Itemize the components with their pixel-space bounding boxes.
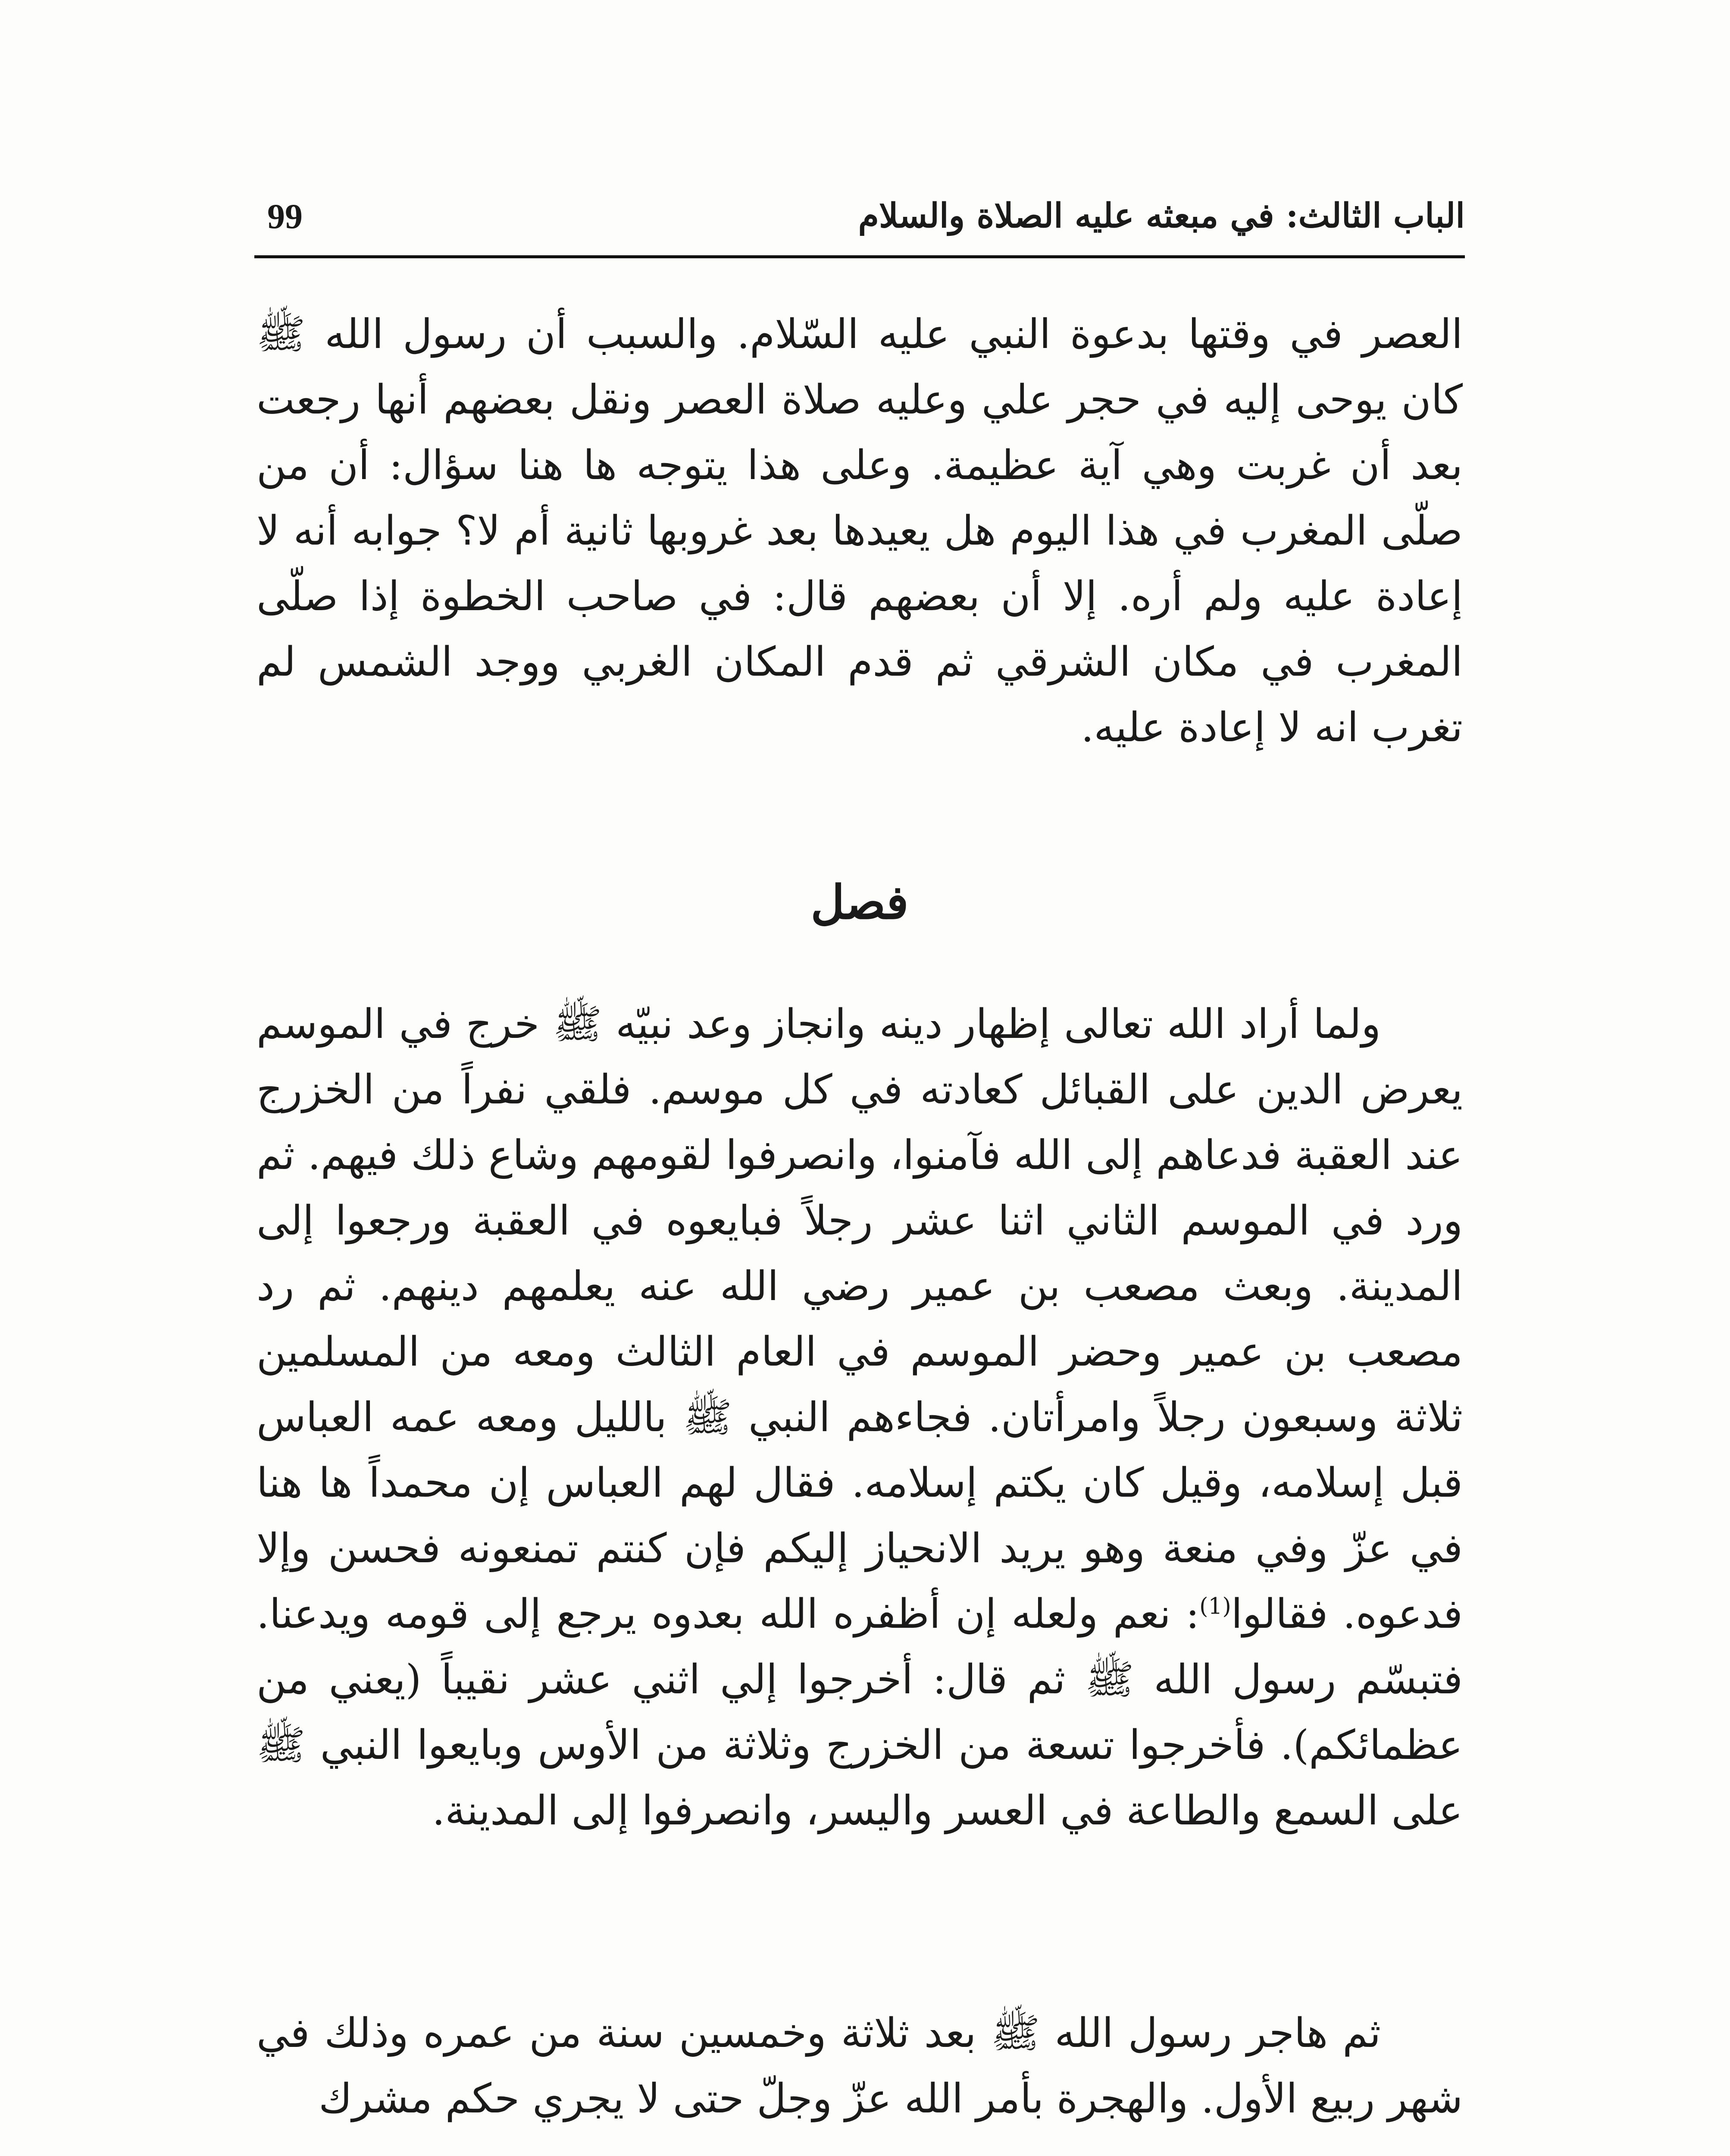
paragraph-2-part-2: : نعم ولعله إن أظفره الله بعدوه يرجع إلى قومه ويدعنا. فتبسّم رسول الله ﷺ ثم قال: أخرجوا إلي اثني عشر نقيباً (يعني من عظمائكم). فأخرجوا تسعة من الخزرج وثلاثة من الأوس وبايعوا النبي ﷺ على السمع والطاعة في العسر واليسر، وانصرفوا إلى المدينة. bbox=[257, 1591, 1463, 1834]
section-heading: فصل bbox=[810, 875, 909, 930]
running-header bbox=[254, 185, 1465, 254]
paragraph-1-text: العصر في وقتها بدعوة النبي عليه السّلام. والسبب أن رسول الله ﷺ كان يوحى إليه في حجر علي وعليه صلاة العصر ونقل بعضهم أنها رجعت بعد أن غربت وهي آية عظيمة. وعلى هذا يتوجه ها هنا سؤال: أن من صلّى المغرب في هذا اليوم هل يعيدها بعد غروبها ثانية أم لا؟ جوابه أنه لا إعادة عليه ولم أره. إلا أن بعضهم قال: في صاحب الخطوة إذا صلّى المغرب في مكان الشرقي ثم قدم المكان الغربي ووجد الشمس لم تغرب انه لا إعادة عليه. bbox=[257, 311, 1463, 751]
paragraph-1 bbox=[257, 302, 1463, 761]
paragraph-3 bbox=[257, 2001, 1463, 2132]
header-divider bbox=[254, 255, 1465, 258]
paragraph-2-text bbox=[257, 992, 1463, 1844]
footnote-marker: (1) bbox=[1199, 1593, 1231, 1620]
chapter-title: الباب الثالث: في مبعثه عليه الصلاة والسلام bbox=[858, 196, 1465, 235]
paragraph-2-part-1: ولما أراد الله تعالى إظهار دينه وانجاز وعد نبيّه ﷺ خرج في الموسم يعرض الدين على القبائل كعادته في كل موسم. فلقي نفراً من الخزرج عند العقبة فدعاهم إلى الله فآمنوا، وانصرفوا لقومهم وشاع ذلك فيهم. ثم ورد في الموسم الثاني اثنا عشر رجلاً فبايعوه في العقبة ورجعوا إلى المدينة. وبعث مصعب بن عمير رضي الله عنه يعلمهم دينهم. ثم رد مصعب بن عمير وحضر الموسم في العام الثالث ومعه من المسلمين ثلاثة وسبعون رجلاً وامرأتان. فجاءهم النبي ﷺ بالليل ومعه عمه العباس قبل إسلامه، وقيل كان يكتم إسلامه. فقال لهم العباس إن محمداً ها هنا في عزّ وفي منعة وهو يريد الانحياز إليكم فإن كنتم تمنعونه فحسن وإلا فدعوه. فقالوا bbox=[257, 1001, 1463, 1638]
paragraph-2 bbox=[257, 992, 1463, 1844]
paragraph-3-text: ثم هاجر رسول الله ﷺ بعد ثلاثة وخمسين سنة من عمره وذلك في شهر ربيع الأول. والهجرة بأمر الله عزّ وجلّ حتى لا يجري حكم مشرك bbox=[257, 2010, 1463, 2122]
page-number: 99 bbox=[267, 197, 303, 236]
